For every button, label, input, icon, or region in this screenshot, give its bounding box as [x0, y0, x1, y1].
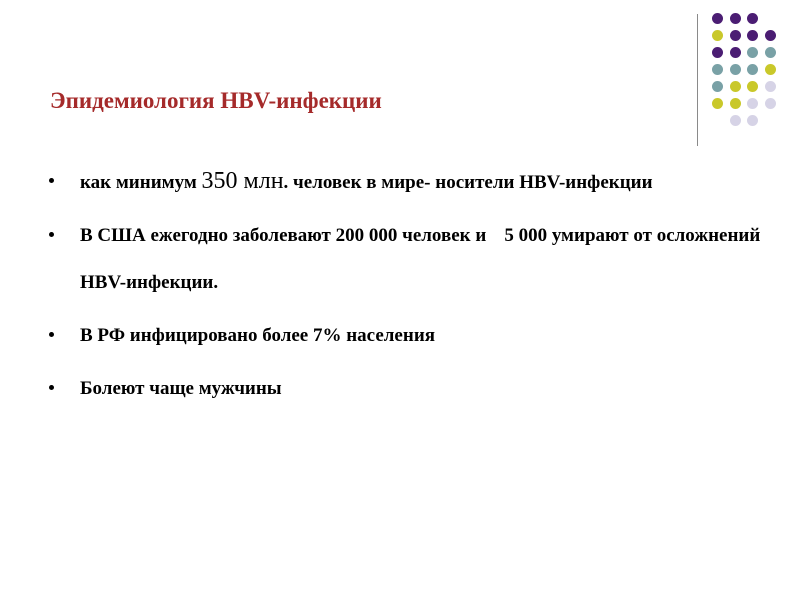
- bullet-item: [48, 312, 768, 359]
- bullet-text-part1: В США ежегодно заболевают 200 000 человек и: [80, 225, 487, 246]
- decorative-dot-purple: [712, 13, 723, 24]
- bullet-highlight-number: 350 млн: [201, 168, 284, 194]
- decorative-dot-lavender: [765, 98, 776, 109]
- decorative-dot-teal: [712, 81, 723, 92]
- decorative-dot-lavender: [730, 115, 741, 126]
- decorative-dot-lavender: [747, 98, 758, 109]
- decorative-dot-yellow: [730, 81, 741, 92]
- decorative-dot-purple: [730, 47, 741, 58]
- decorative-divider-line: [697, 14, 698, 146]
- decorative-dot-yellow: [747, 81, 758, 92]
- decorative-dot-purple: [765, 30, 776, 41]
- decorative-dot-teal: [747, 47, 758, 58]
- decorative-dot-lavender: [765, 81, 776, 92]
- bullet-item: [48, 158, 768, 206]
- decorative-dot-yellow: [765, 64, 776, 75]
- decorative-dot-yellow: [712, 30, 723, 41]
- bullet-text-pre: как минимум: [80, 172, 202, 193]
- bullet-text-part2: 5 000 умирают от осложнений HBV-инфекции.: [80, 225, 761, 293]
- bullet-dot-icon: [49, 385, 54, 390]
- decorative-dot-purple: [747, 13, 758, 24]
- bullet-item: [48, 212, 768, 306]
- decorative-dot-yellow: [712, 98, 723, 109]
- bullet-dot-icon: [49, 232, 54, 237]
- decorative-dot-purple: [730, 13, 741, 24]
- decorative-dot-teal: [765, 47, 776, 58]
- decorative-dot-purple: [712, 47, 723, 58]
- bullet-item: [48, 365, 768, 412]
- bullet-dot-icon: [49, 332, 54, 337]
- decorative-dot-teal: [712, 64, 723, 75]
- decorative-dot-teal: [730, 64, 741, 75]
- bullet-text: В РФ инфицировано более 7% населения: [80, 325, 436, 346]
- decorative-dot-purple: [747, 30, 758, 41]
- slide-title: Эпидемиология HBV-инфекции: [50, 88, 382, 113]
- decorative-dot-lavender: [747, 115, 758, 126]
- bullet-text-post: . человек в мире- носители HBV-инфекции: [283, 172, 653, 193]
- decorative-dot-purple: [730, 30, 741, 41]
- decorative-dot-teal: [747, 64, 758, 75]
- bullet-list: [48, 158, 768, 418]
- bullet-dot-icon: [49, 178, 54, 183]
- decorative-dot-yellow: [730, 98, 741, 109]
- bullet-text: Болеют чаще мужчины: [80, 378, 282, 399]
- decorative-dot-grid: [0, 0, 800, 160]
